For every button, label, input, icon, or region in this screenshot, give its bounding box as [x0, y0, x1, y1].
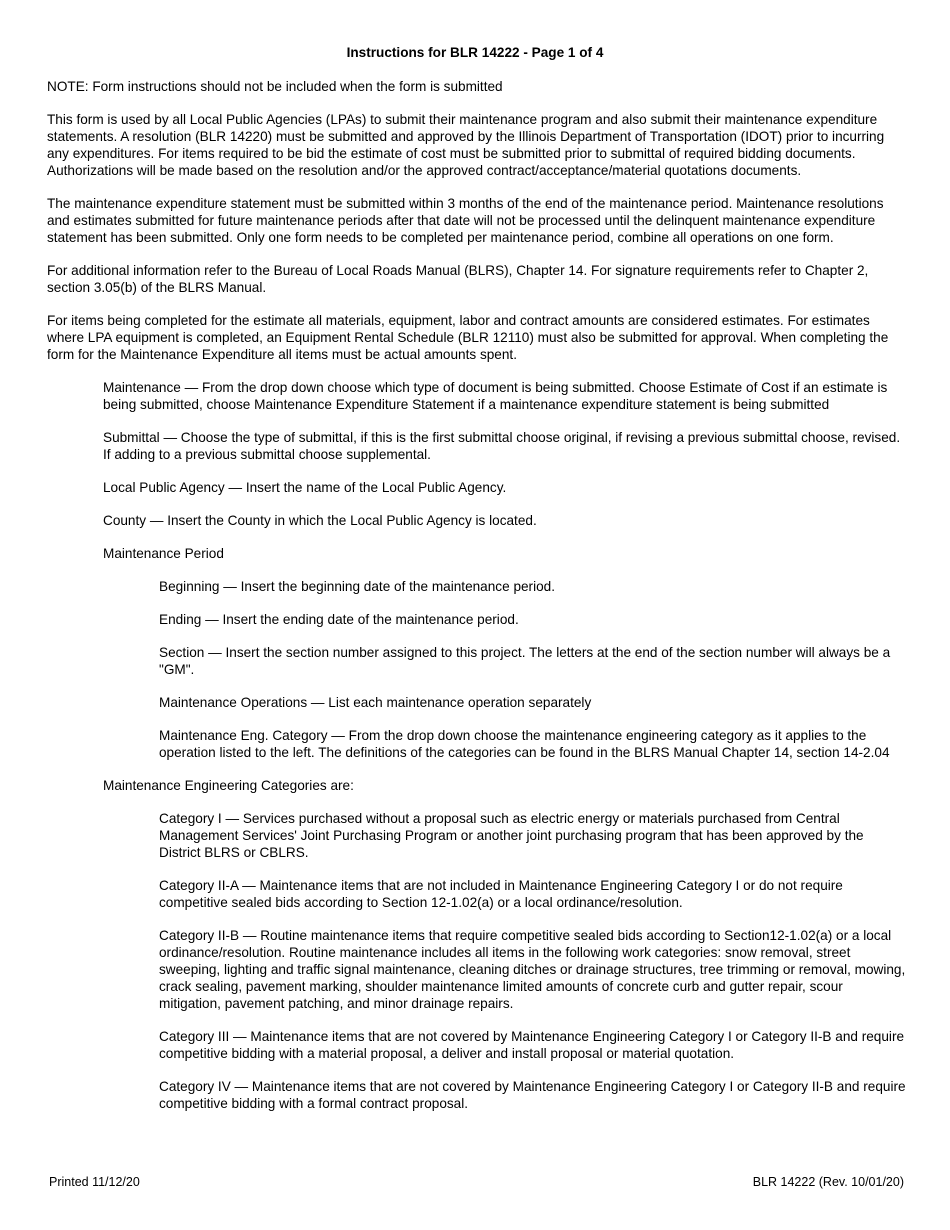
section-field-instruction: Section — Insert the section number assigned to this project. The letters at the end of the section number will always be a "GM".: [159, 645, 891, 677]
operations-field-instruction: Maintenance Operations — List each maintenance operation separately: [159, 695, 592, 710]
category-iv: Category IV — Maintenance items that are not covered by Maintenance Engineering Category I or Category II-B and require competitive bidding with a formal contract proposal.: [159, 1079, 906, 1111]
submittal-field-instruction: Submittal — Choose the type of submittal, if this is the first submittal choose original, if revising a previous submittal choose, revised. If adding to a previous submittal choose supplemental.: [103, 430, 901, 462]
county-field-instruction: County — Insert the County in which the Local Public Agency is located.: [103, 513, 537, 528]
lpa-field-instruction: Local Public Agency — Insert the name of the Local Public Agency.: [103, 480, 507, 495]
page-title: Instructions for BLR 14222 - Page 1 of 4: [346, 45, 604, 60]
estimate-paragraph: For items being completed for the estimate all materials, equipment, labor and contract amounts are considered estimates. For estimates where LPA equipment is completed, an Equipment Rental Schedule (BLR 12110) must also be submitted for approval. When completing the form for the Maintenance Expenditure all items must be actual amounts spent.: [47, 313, 889, 362]
reference-paragraph: For additional information refer to the Bureau of Local Roads Manual (BLRS), Chapter 14. For signature requirements refer to Chapter 2, section 3.05(b) of the BLRS Manual.: [47, 263, 869, 295]
category-ii-b: Category II-B — Routine maintenance items that require competitive sealed bids according to Section12-1.02(a) or a local ordinance/resolution. Routine maintenance includes all items in the following work categories: snow removal, street sweeping, lighting and traffic signal maintenance, cleaning ditches or drainage structures, tree trimming or removal, mowing, crack sealing, pavement marking, shoulder maintenance limited amounts of concrete curb and gutter repair, scour mitigation, pavement patching, and minor drainage repairs.: [159, 928, 906, 1011]
beginning-field-instruction: Beginning — Insert the beginning date of the maintenance period.: [159, 579, 556, 594]
printed-date: Printed 11/12/20: [49, 1175, 140, 1189]
deadline-paragraph: The maintenance expenditure statement must be submitted within 3 months of the end of the maintenance period. Maintenance resolutions and estimates submitted for future maintenance periods after that date will not be processed until the delinquent maintenance expenditure statement has been submitted. Only one form needs to be completed per maintenance period, combine all operations on one form.: [47, 196, 884, 245]
category-i: Category I — Services purchased without a proposal such as electric energy or materials purchased from Central Management Services' Joint Purchasing Program or another joint purchasing program that has been approved by the District BLRS or CBLRS.: [159, 811, 864, 860]
form-id: BLR 14222 (Rev. 10/01/20): [752, 1175, 904, 1189]
maintenance-period-heading: Maintenance Period: [103, 546, 224, 561]
eng-category-field-instruction: Maintenance Eng. Category — From the drop down choose the maintenance engineering category as it applies to the operation listed to the left. The definitions of the categories can be found in the BLRS Manual Chapter 14, section 14-2.04: [159, 728, 890, 760]
category-iii: Category III — Maintenance items that are not covered by Maintenance Engineering Category I or Category II-B and require competitive bidding with a material proposal, a deliver and install proposal or material quotation.: [159, 1029, 905, 1061]
note-paragraph: NOTE: Form instructions should not be included when the form is submitted: [47, 79, 503, 94]
maintenance-field-instruction: Maintenance — From the drop down choose which type of document is being submitted. Choose Estimate of Cost if an estimate is being submitted, choose Maintenance Expenditure Statement if a maintenance expenditure statement is being submitted: [103, 380, 888, 412]
ending-field-instruction: Ending — Insert the ending date of the maintenance period.: [159, 612, 519, 627]
intro-paragraph: This form is used by all Local Public Agencies (LPAs) to submit their maintenance program and also submit their maintenance expenditure statements. A resolution (BLR 14220) must be submitted and approved by the Illinois Department of Transportation (IDOT) prior to incurring any expenditures. For items required to be bid the estimate of cost must be submitted prior to submittal of required bidding documents. Authorizations will be made based on the resolution and/or the approved contract/acceptance/material quotations documents.: [47, 112, 885, 178]
instructions-body: [47, 78, 907, 1128]
categories-heading: Maintenance Engineering Categories are:: [103, 778, 354, 793]
category-ii-a: Category II-A — Maintenance items that are not included in Maintenance Engineering Category I or do not require competitive sealed bids according to Section 12-1.02(a) or a local ordinance/resolution.: [159, 878, 843, 910]
